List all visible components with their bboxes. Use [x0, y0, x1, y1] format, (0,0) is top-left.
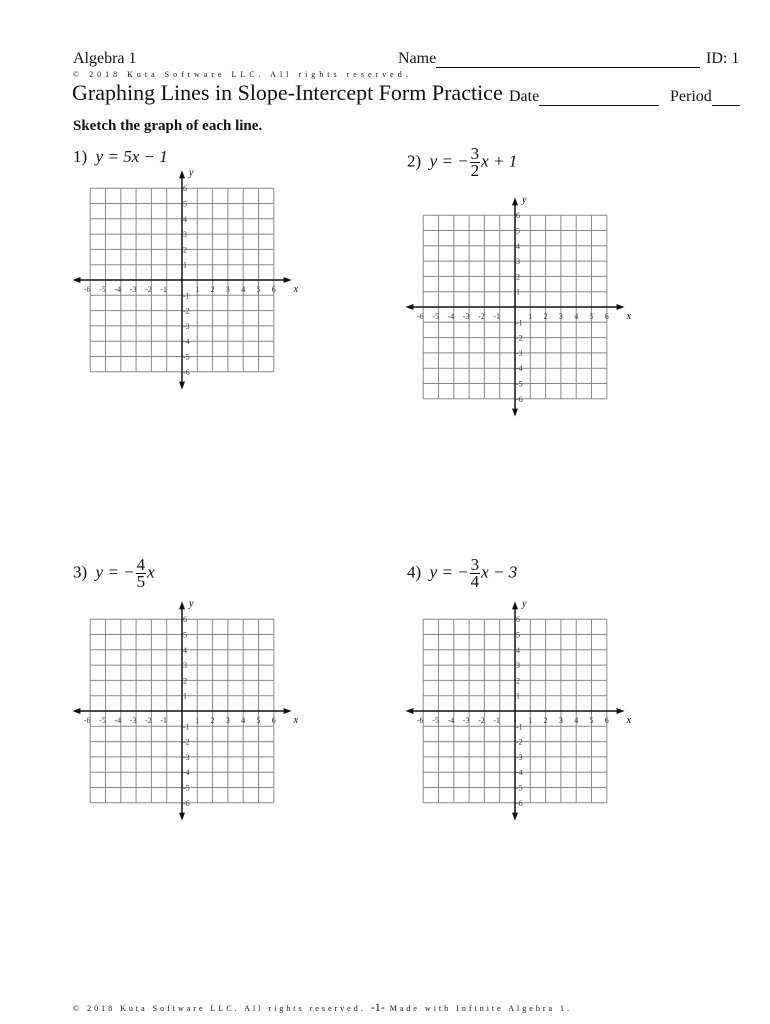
y-tick-label: -6 [183, 798, 190, 808]
y-tick-label: -2 [516, 333, 523, 343]
problem-3 [73, 557, 155, 590]
y-tick-label: -2 [516, 737, 523, 747]
x-tick-label: -6 [83, 716, 91, 725]
y-tick-label: -4 [183, 768, 190, 778]
x-tick-label: -1 [160, 716, 168, 725]
y-axis-label: y [522, 598, 527, 610]
x-tick-label: 5 [589, 716, 594, 725]
y-tick-label: -4 [516, 768, 523, 778]
period-field[interactable] [670, 88, 740, 106]
x-tick-label: 3 [225, 716, 230, 725]
arrow-left-icon [72, 277, 80, 283]
x-tick-label: 6 [604, 716, 609, 725]
coordinate-grid[interactable] [395, 187, 635, 427]
arrow-down-icon [179, 382, 185, 390]
x-tick-label: -1 [160, 285, 168, 294]
y-tick-label: 1 [516, 287, 520, 297]
period-label: Period [670, 88, 712, 105]
x-tick-label: -5 [99, 716, 106, 725]
copyright-header: © 2018 Kuta Software LLC. All rights reserved. [73, 70, 412, 79]
y-axis-label: y [189, 598, 194, 610]
x-tick-label: -4 [114, 285, 122, 294]
y-tick-label: -1 [183, 722, 190, 732]
page-title: Graphing Lines in Slope-Intercept Form Practice [72, 80, 503, 105]
arrow-up-icon [512, 601, 518, 609]
problem-number: 1) [73, 147, 88, 166]
x-tick-label: -1 [493, 312, 501, 321]
problem-number: 3) [73, 562, 88, 582]
x-tick-label: 4 [241, 716, 246, 725]
y-tick-label: 1 [183, 260, 187, 270]
x-tick-label: 1 [528, 312, 533, 321]
y-tick-label: 3 [183, 661, 187, 671]
denominator: 4 [470, 572, 480, 591]
page-number: -1- [370, 1000, 385, 1014]
coordinate-grid[interactable] [62, 160, 302, 400]
y-tick-label: 2 [516, 272, 520, 282]
denominator: 2 [470, 161, 480, 180]
arrow-up-icon [179, 170, 185, 178]
x-axis-label: x [626, 715, 632, 726]
x-tick-label: 5 [256, 716, 261, 725]
y-tick-label: 5 [516, 226, 520, 236]
problem-number: 4) [407, 562, 422, 582]
equation-rhs: x + 1 [481, 151, 518, 171]
x-tick-label: 2 [543, 312, 548, 321]
x-tick-label: -5 [432, 312, 439, 321]
x-tick-label: 5 [256, 285, 261, 294]
y-tick-label: 2 [516, 676, 520, 686]
problem-2 [407, 146, 517, 179]
x-axis-label: x [626, 311, 632, 322]
x-tick-label: -2 [478, 716, 485, 725]
y-tick-label: 1 [516, 691, 520, 701]
y-tick-label: -1 [516, 722, 523, 732]
coordinate-grid[interactable] [395, 591, 635, 831]
y-tick-label: 3 [183, 230, 187, 240]
x-tick-label: -4 [114, 716, 122, 725]
y-tick-label: 5 [516, 630, 520, 640]
x-tick-label: -3 [129, 285, 137, 294]
equation-lhs: y = − [429, 562, 469, 582]
graph-2[interactable] [395, 187, 635, 432]
x-tick-label: -3 [462, 716, 470, 725]
y-tick-label: -6 [183, 367, 190, 377]
x-tick-label: 6 [604, 312, 609, 321]
y-tick-label: 3 [516, 661, 520, 671]
y-tick-label: 4 [516, 241, 520, 251]
y-tick-label: 4 [183, 214, 187, 224]
y-tick-label: -1 [516, 318, 523, 328]
y-tick-label: -1 [183, 291, 190, 301]
x-tick-label: 4 [574, 716, 579, 725]
x-tick-label: 2 [210, 716, 215, 725]
fraction [470, 146, 481, 179]
arrow-up-icon [179, 601, 185, 609]
x-tick-label: 1 [528, 716, 533, 725]
arrow-down-icon [512, 813, 518, 821]
y-tick-label: -3 [183, 321, 190, 331]
graph-3[interactable] [62, 591, 302, 836]
x-axis-label: x [293, 715, 299, 726]
y-tick-label: -5 [183, 783, 190, 793]
y-tick-label: -2 [183, 306, 190, 316]
x-tick-label: 1 [195, 716, 200, 725]
x-tick-label: -6 [416, 716, 424, 725]
x-axis-label: x [293, 284, 299, 295]
x-tick-label: 5 [589, 312, 594, 321]
id-label: ID: 1 [706, 50, 740, 67]
denominator: 5 [136, 572, 146, 591]
arrow-down-icon [179, 813, 185, 821]
y-tick-label: -5 [183, 352, 190, 362]
y-tick-label: -5 [516, 379, 523, 389]
y-tick-label: -2 [183, 737, 190, 747]
arrow-left-icon [405, 708, 413, 714]
graph-1[interactable] [62, 160, 302, 405]
fraction [470, 557, 481, 590]
footer-made-with: Made with Infinite Algebra 1. [389, 1004, 573, 1013]
x-tick-label: -5 [99, 285, 106, 294]
x-tick-label: 3 [558, 716, 563, 725]
y-tick-label: 4 [516, 645, 520, 655]
x-tick-label: -2 [145, 285, 152, 294]
graph-4[interactable] [395, 591, 635, 836]
name-field[interactable] [398, 50, 700, 68]
y-tick-label: 6 [516, 211, 520, 221]
date-field[interactable] [509, 88, 659, 106]
arrow-up-icon [512, 197, 518, 205]
x-tick-label: -2 [145, 716, 152, 725]
y-tick-label: -5 [516, 783, 523, 793]
x-tick-label: 3 [558, 312, 563, 321]
arrow-down-icon [512, 409, 518, 417]
x-tick-label: -5 [432, 716, 439, 725]
x-tick-label: 2 [543, 716, 548, 725]
equation-lhs: y = − [95, 562, 135, 582]
equation-lhs: y = − [429, 151, 469, 171]
footer-copyright: © 2018 Kuta Software LLC. All rights reserved. [73, 1004, 366, 1013]
problem-number: 2) [407, 151, 422, 171]
y-axis-label: y [189, 167, 194, 179]
y-tick-label: 4 [183, 645, 187, 655]
y-tick-label: 6 [183, 615, 187, 625]
y-tick-label: -6 [516, 394, 523, 404]
date-label: Date [509, 88, 540, 105]
arrow-left-icon [405, 304, 413, 310]
x-tick-label: 2 [210, 285, 215, 294]
y-tick-label: -3 [183, 752, 190, 762]
footer [73, 1000, 572, 1015]
instructions: Sketch the graph of each line. [73, 118, 263, 134]
equation: y = 5x − 1 [95, 147, 168, 166]
arrow-right-icon [617, 708, 625, 714]
y-tick-label: 5 [183, 630, 187, 640]
y-tick-label: 6 [183, 184, 187, 194]
equation-rhs: x [147, 562, 155, 582]
y-tick-label: 5 [183, 199, 187, 209]
x-tick-label: 3 [225, 285, 230, 294]
arrow-right-icon [284, 277, 292, 283]
y-tick-label: -4 [183, 337, 190, 347]
y-axis-label: y [522, 194, 527, 206]
y-tick-label: 2 [183, 676, 187, 686]
numerator: 3 [470, 144, 480, 163]
numerator: 4 [136, 555, 146, 574]
arrow-left-icon [72, 708, 80, 714]
x-tick-label: -4 [447, 312, 455, 321]
arrow-right-icon [617, 304, 625, 310]
coordinate-grid[interactable] [62, 591, 302, 831]
x-tick-label: -6 [83, 285, 91, 294]
y-tick-label: -6 [516, 798, 523, 808]
y-tick-label: 6 [516, 615, 520, 625]
x-tick-label: -2 [478, 312, 485, 321]
x-tick-label: 6 [271, 285, 276, 294]
name-label: Name [398, 50, 437, 67]
y-tick-label: -3 [516, 752, 523, 762]
y-tick-label: 1 [183, 691, 187, 701]
y-tick-label: 3 [516, 257, 520, 267]
numerator: 3 [470, 555, 480, 574]
arrow-right-icon [284, 708, 292, 714]
x-tick-label: -1 [493, 716, 501, 725]
equation-rhs: x − 3 [481, 562, 518, 582]
problem-4 [407, 557, 517, 590]
fraction [136, 557, 147, 590]
x-tick-label: 4 [241, 285, 246, 294]
x-tick-label: -3 [462, 312, 470, 321]
x-tick-label: 6 [271, 716, 276, 725]
x-tick-label: -3 [129, 716, 137, 725]
y-tick-label: -3 [516, 348, 523, 358]
x-tick-label: 1 [195, 285, 200, 294]
y-tick-label: -4 [516, 364, 523, 374]
x-tick-label: 4 [574, 312, 579, 321]
x-tick-label: -4 [447, 716, 455, 725]
y-tick-label: 2 [183, 245, 187, 255]
course-name: Algebra 1 [73, 50, 137, 67]
x-tick-label: -6 [416, 312, 424, 321]
